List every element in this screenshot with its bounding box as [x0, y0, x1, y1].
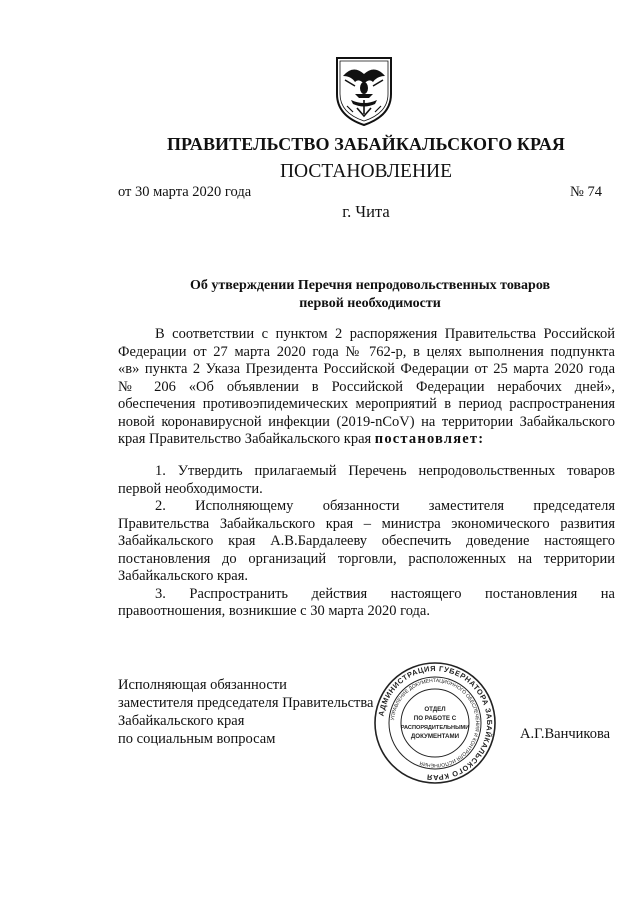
position-line: по социальным вопросам [118, 731, 276, 747]
item-line: 2. Исполняющему обязанности заместителя председателя [155, 498, 615, 514]
item-line: Забайкальского края А.В.Бардалееву обеспечить доведение настоящего [118, 533, 615, 549]
signatory-position [118, 676, 373, 748]
item-line: постановления до организаций торговли, расположенных на территории [118, 550, 615, 567]
preamble-paragraph [118, 326, 615, 449]
item-line: 3. Распространить действия настоящего постановления на [155, 585, 615, 602]
position-line: Исполняющая обязанности [118, 677, 287, 693]
preamble-line: обеспечения противоэпидемических мероприятий в период распространения [118, 396, 615, 412]
stamp-ring-text: АДМИНИСТРАЦИЯ ГУБЕРНАТОРА ЗАБАЙКАЛЬСКОГО КРАЯ [376, 663, 495, 783]
resolves-keyword: постановляет: [374, 431, 485, 447]
stamp-inner-ring-text: УПРАВЛЕНИЕ ДОКУМЕНТАЦИОННОГО ОБЕСПЕЧЕНИЯ И КОНТРОЛЯ ИСПОЛНЕНИЯ [390, 677, 481, 769]
subject-line: первой необходимости [299, 296, 441, 311]
stamp-center-line: ПО РАБОТЕ С [413, 715, 457, 722]
official-stamp [372, 660, 498, 786]
preamble-line: «в» пункта 2 Указа Президента Российской Федерации от 25 марта 2020 года [118, 361, 615, 377]
resolution-items [118, 463, 615, 621]
document-number: № 74 [570, 184, 602, 200]
document-type: ПОСТАНОВЛЕНИЕ [279, 161, 453, 182]
document-subject [160, 277, 580, 313]
stamp-center-line: ДОКУМЕНТАМИ [410, 733, 460, 740]
item-line: правоотношения, возникшие с 30 марта 2020 года. [118, 603, 430, 619]
preamble-line: Федерации от 27 марта 2020 года № 762-р, в целях выполнения подпункта [118, 343, 615, 360]
document-city: г. Чита [342, 202, 390, 221]
government-name: ПРАВИТЕЛЬСТВО ЗАБАЙКАЛЬСКОГО КРАЯ [166, 134, 566, 154]
preamble-line: № 206 «Об объявлении в Российской Федерации нерабочих дней», [118, 378, 615, 395]
item-line: Правительства Забайкальского края – министра экономического развития [118, 515, 615, 532]
subject-line: Об утверждении Перечня непродовольственных товаров [189, 278, 551, 293]
position-line: Забайкальского края [118, 713, 245, 729]
preamble-last-text: края Правительство Забайкальского края [118, 431, 375, 447]
position-line: заместителя председателя Правительства [118, 695, 374, 711]
svg-text:УПРАВЛЕНИЕ ДОКУМЕНТАЦИОННОГО О [390, 678, 480, 768]
preamble-line [118, 431, 615, 449]
stamp-center-line: ОТДЕЛ [424, 706, 446, 713]
item-line: 1. Утвердить прилагаемый Перечень непродовольственных товаров [155, 463, 615, 479]
item-line: первой необходимости. [118, 480, 263, 497]
item-line: Забайкальского края. [118, 568, 248, 584]
document-date: от 30 марта 2020 года [118, 184, 252, 200]
preamble-line: В соответствии с пунктом 2 распоряжения Правительства Российской [155, 326, 615, 342]
coat-of-arms-emblem [333, 54, 395, 128]
signer-name: А.Г.Ванчикова [520, 726, 611, 742]
preamble-line: новой коронавирусной инфекции (2019-nCoV) на территории Забайкальского [118, 413, 615, 430]
stamp-center-line: РАСПОРЯДИТЕЛЬНЫМИ [400, 725, 470, 731]
